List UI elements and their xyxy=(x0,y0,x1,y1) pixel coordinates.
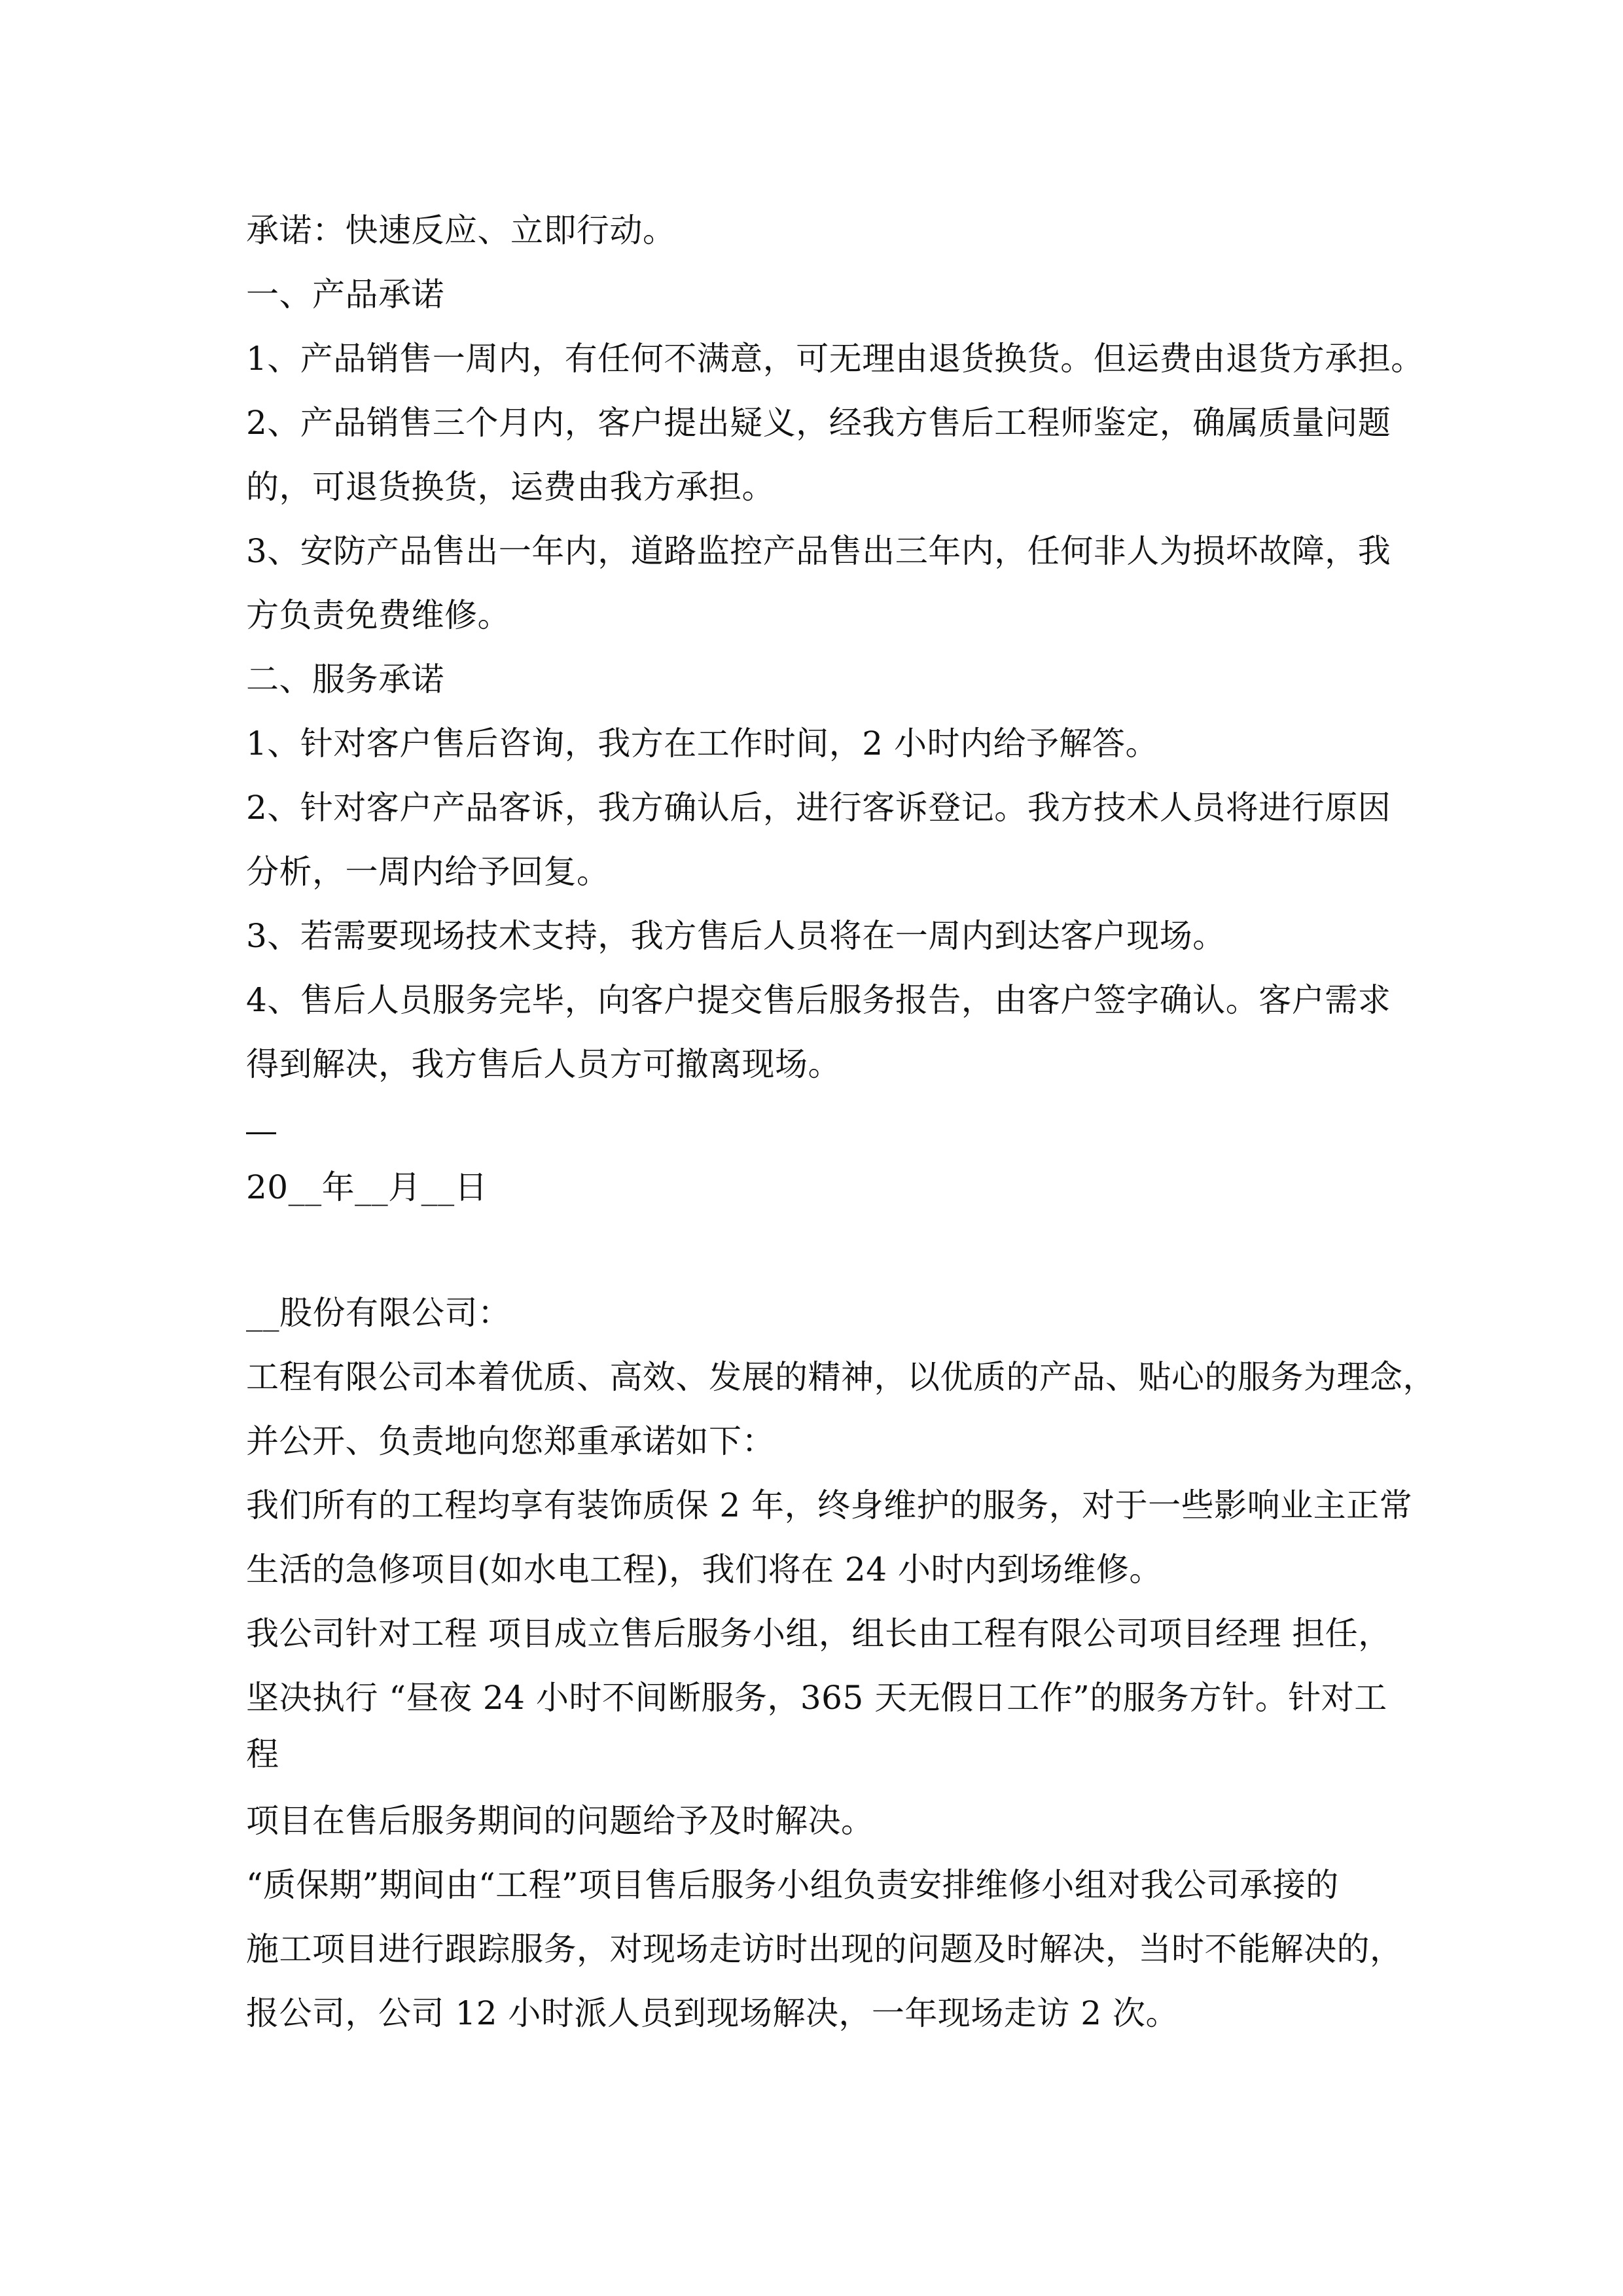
paragraph-line: 2、针对客户产品客诉，我方确认后，进行客诉登记。我方技术人员将进行原因 xyxy=(246,789,1391,827)
paragraph-line: 分析，一周内给予回复。 xyxy=(246,853,610,891)
paragraph-line: 施工项目进行跟踪服务，对现场走访时出现的问题及时解决，当时不能解决的， xyxy=(246,1930,1403,1968)
paragraph-line: 4、售后人员服务完毕，向客户提交售后服务报告，由客户签字确认。客户需求 xyxy=(246,981,1391,1019)
paragraph-line: 方负责免费维修。 xyxy=(246,596,510,634)
paragraph-line: 坚决执行 “昼夜 24 小时不间断服务，365 天无假日工作”的服务方针。针对工 xyxy=(246,1679,1387,1717)
paragraph-line: 得到解决，我方售后人员方可撤离现场。 xyxy=(246,1045,841,1083)
signature-blank-line xyxy=(246,1132,276,1134)
paragraph-line: 2、产品销售三个月内，客户提出疑义，经我方售后工程师鉴定，确属质量问题 xyxy=(246,404,1391,442)
paragraph-line: “质保期”期间由“工程”项目售后服务小组负责安排维修小组对我公司承接的 xyxy=(246,1866,1339,1904)
paragraph-line: 生活的急修项目(如水电工程)，我们将在 24 小时内到场维修。 xyxy=(246,1551,1162,1588)
addressee-line: __股份有限公司： xyxy=(246,1294,511,1332)
heading-service-commitment: 二、服务承诺 xyxy=(246,660,444,698)
paragraph-line: 1、针对客户售后咨询，我方在工作时间，2 小时内给予解答。 xyxy=(246,725,1159,762)
commitment-intro: 承诺：快速反应、立即行动。 xyxy=(246,211,676,249)
paragraph-line: 的，可退货换货，运费由我方承担。 xyxy=(246,468,775,506)
paragraph-line: 工程有限公司本着优质、高效、发展的精神，以优质的产品、贴心的服务为理念， xyxy=(246,1358,1436,1396)
paragraph-line: 3、若需要现场技术支持，我方售后人员将在一周内到达客户现场。 xyxy=(246,917,1226,955)
paragraph-line: 我公司针对工程 项目成立售后服务小组，组长由工程有限公司项目经理 担任， xyxy=(246,1615,1391,1653)
paragraph-line: 1、产品销售一周内，有任何不满意，可无理由退货换货。但运费由退货方承担。 xyxy=(246,340,1424,378)
date-line: 20__年__月__日 xyxy=(246,1168,488,1206)
paragraph-line: 我们所有的工程均享有装饰质保 2 年，终身维护的服务，对于一些影响业主正常 xyxy=(246,1486,1413,1524)
heading-product-commitment: 一、产品承诺 xyxy=(246,276,444,314)
paragraph-line: 程 xyxy=(246,1735,279,1773)
paragraph-line: 3、安防产品售出一年内，道路监控产品售出三年内，任何非人为损坏故障，我 xyxy=(246,532,1391,570)
paragraph-line: 并公开、负责地向您郑重承诺如下： xyxy=(246,1422,775,1460)
paragraph-line: 项目在售后服务期间的问题给予及时解决。 xyxy=(246,1802,874,1840)
paragraph-line: 报公司，公司 12 小时派人员到现场解决，一年现场走访 2 次。 xyxy=(246,1994,1179,2032)
